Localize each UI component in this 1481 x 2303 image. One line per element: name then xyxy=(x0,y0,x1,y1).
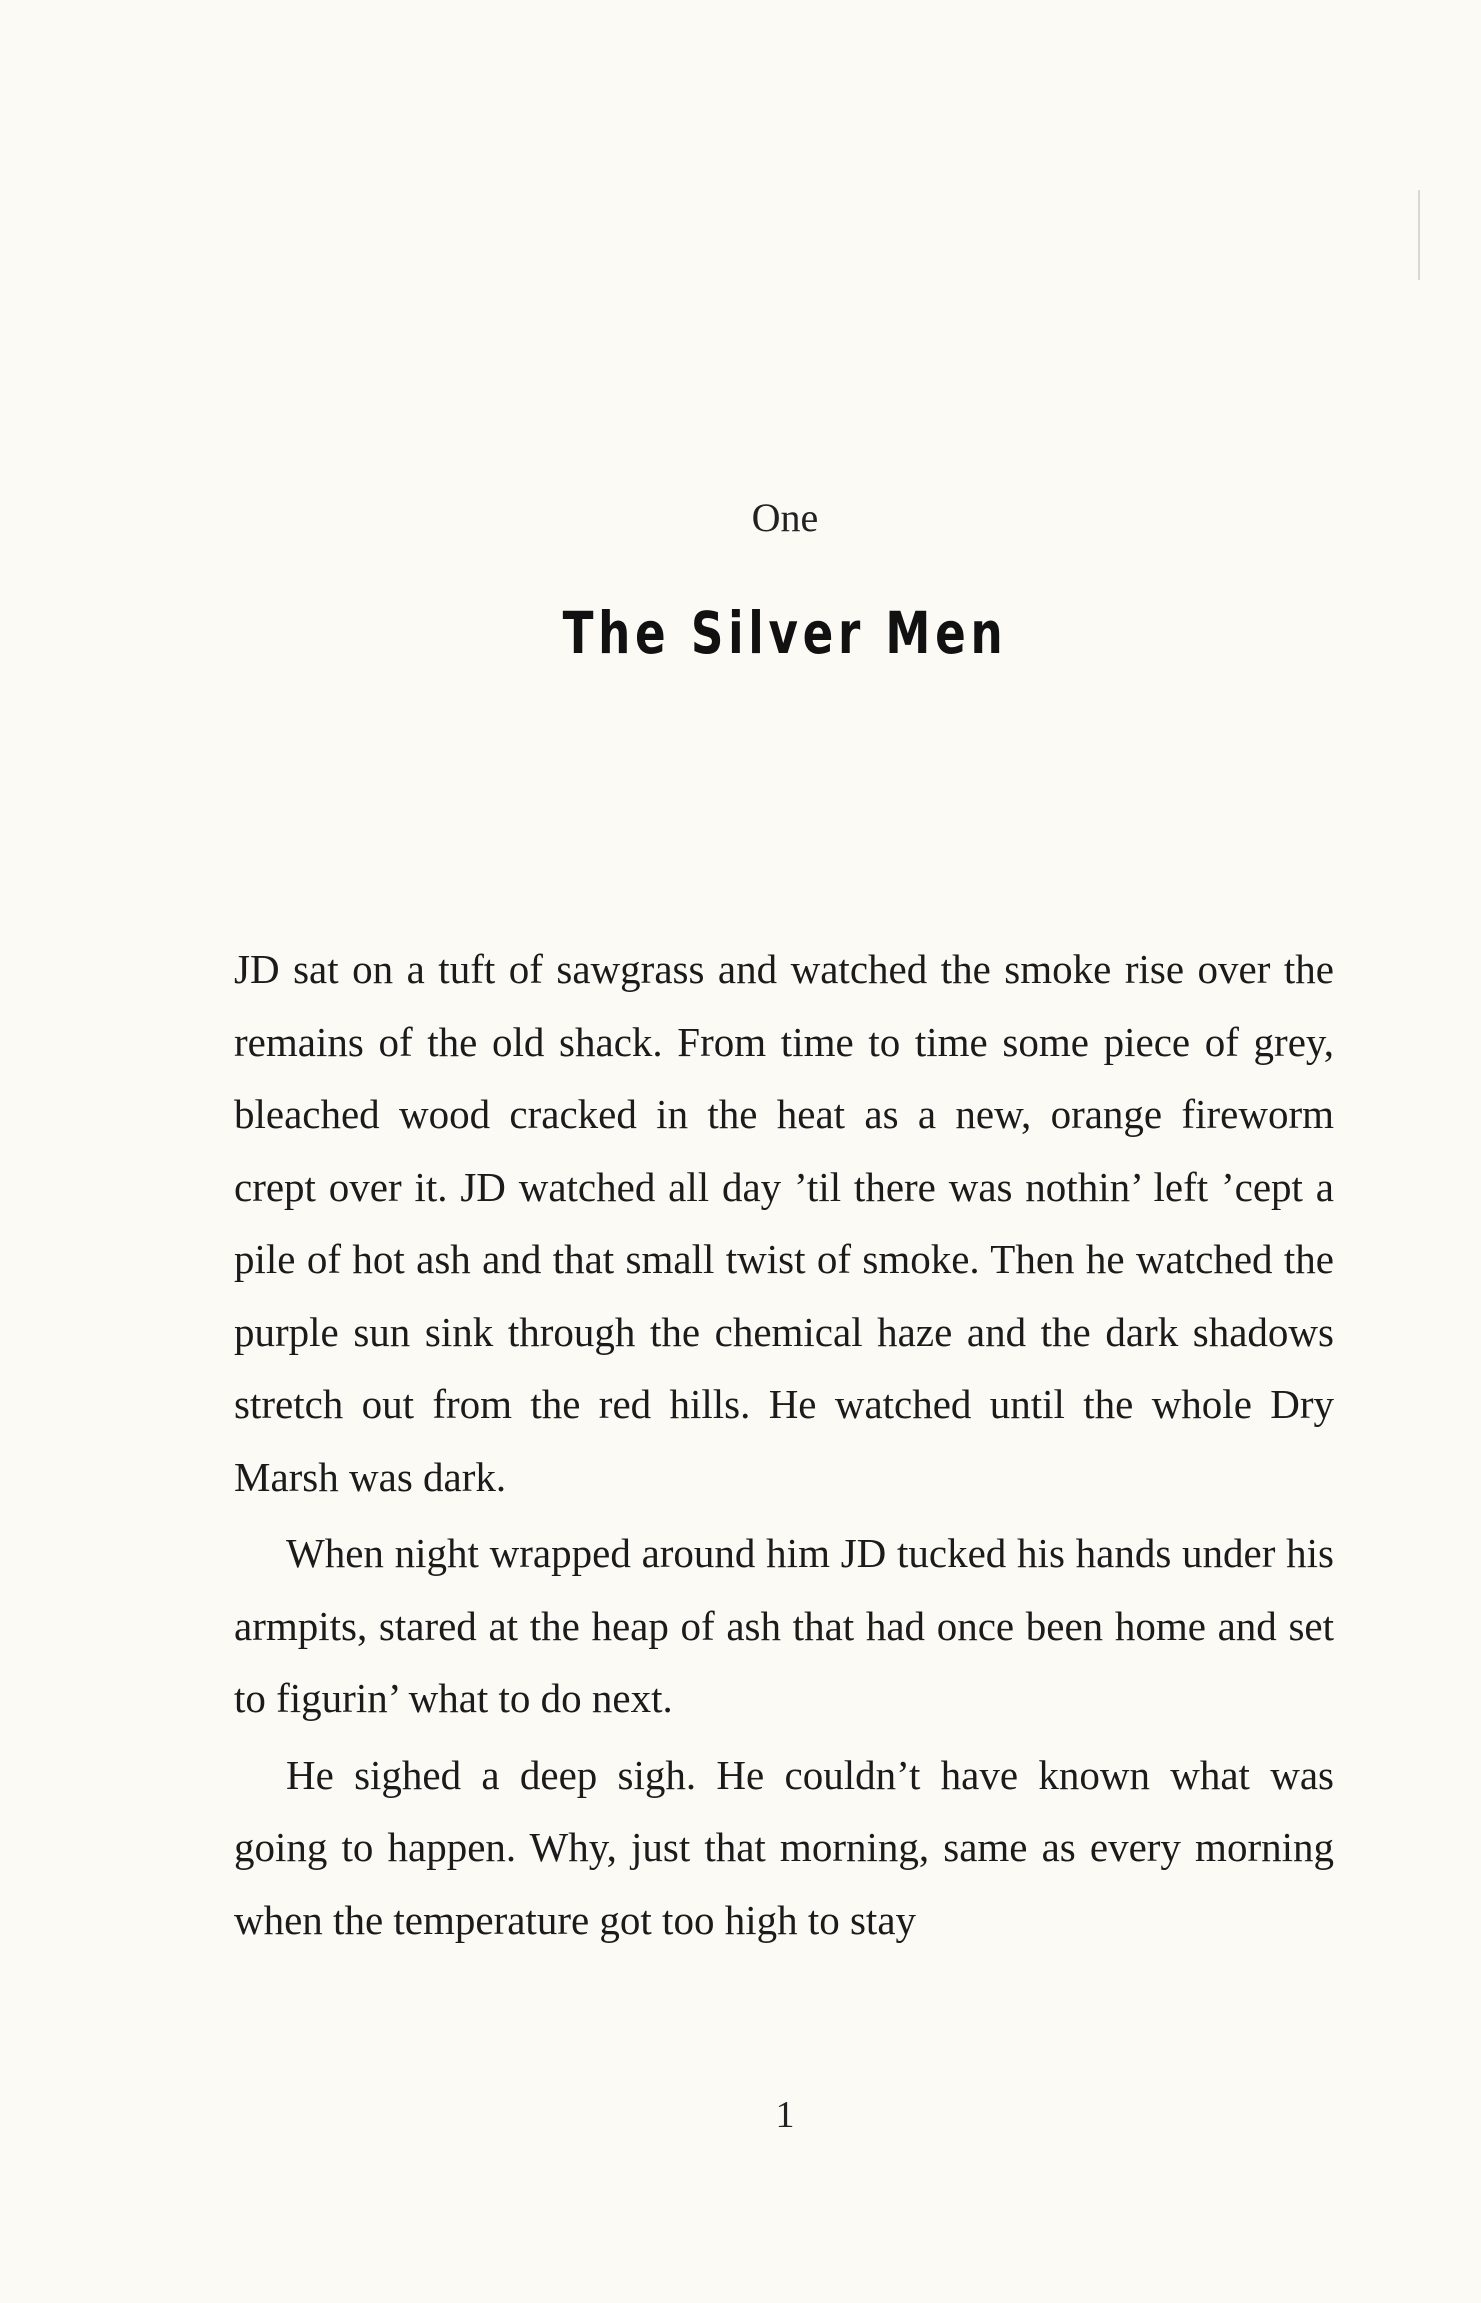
chapter-number: One xyxy=(751,495,819,540)
paragraph-3: He sighed a deep sigh. He couldn’t have known what was going to happen. Why, just that morning, same as every morning when the temperature got too high to stay xyxy=(234,1751,1334,1943)
body-text xyxy=(234,933,1334,1960)
paragraph-1: JD sat on a tuft of sawgrass and watched the smoke rise over the remains of the old shack. From time to time some piece of grey, bleached wood cracked in the heat as a new, orange fireworm crept over it. JD watched all day ’til there was nothin’ left ’cept a pile of hot ash and that small twist of smoke. Then he watched the purple sun sink through the chemical haze and the dark shadows stretch out from the red hills. He watched until the whole Dry Marsh was dark. xyxy=(234,946,1334,1500)
page-number: 1 xyxy=(775,2094,795,2136)
paragraph-2: When night wrapped around him JD tucked his hands under his armpits, stared at the heap of ash that had once been home and set to figurin’ what to do next. xyxy=(234,1530,1334,1721)
chapter-title: The Silver Men xyxy=(562,599,1008,667)
page-edge-mark xyxy=(1418,190,1420,280)
